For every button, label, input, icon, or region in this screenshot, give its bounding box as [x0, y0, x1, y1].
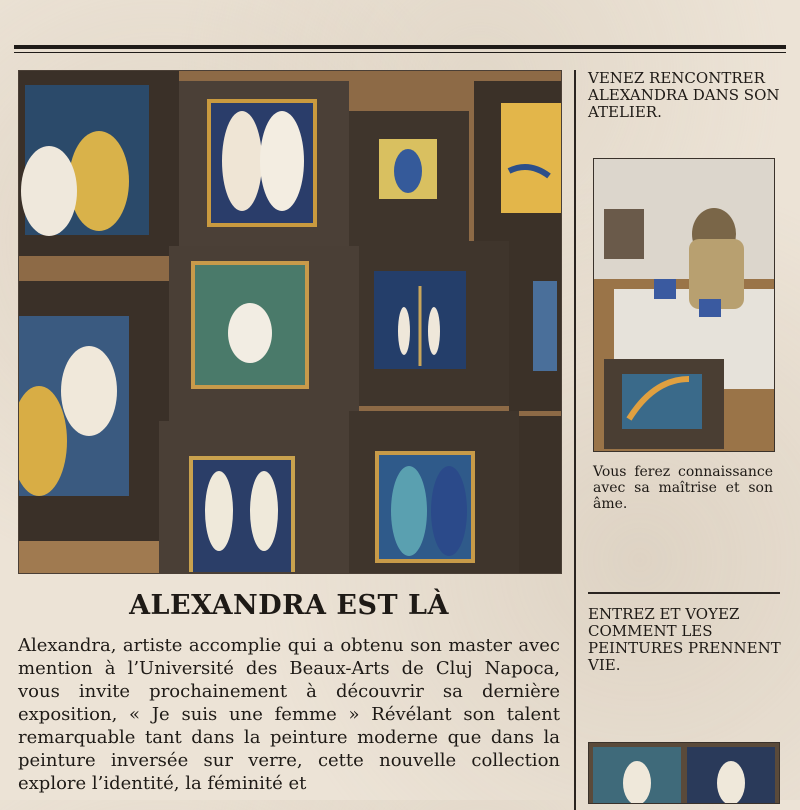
sidebar-rule [588, 592, 780, 594]
paintings-preview-photo [588, 742, 780, 804]
masthead-rule-thin [14, 52, 786, 53]
sidebar-title-atelier: VENEZ RENCONTRER ALEXANDRA DANS SON ATELIER. [588, 69, 780, 121]
article-headline: ALEXANDRA EST LÀ [129, 590, 449, 621]
framed-paintings-photo [18, 70, 562, 574]
atelier-photo [593, 158, 775, 452]
framed-paintings-illustration [19, 71, 561, 573]
artist-at-work-illustration [594, 159, 774, 451]
column-divider [574, 70, 576, 810]
atelier-caption: Vous ferez connaissance avec sa maîtrise et son âme. [593, 464, 773, 512]
sidebar-title-paintings: ENTREZ ET VOYEZ COMMENT LES PEINTURES PRENNENT VIE. [588, 605, 781, 674]
paintings-preview-illustration [589, 743, 779, 803]
article-body: Alexandra, artiste accomplie qui a obtenu son master avec mention à l’Université des Beaux-Arts de Cluj Napoca, vous invite prochainement à découvrir sa dernière exposition, « Je suis une femme » Révélant son talent remarquable tant dans la peinture moderne que dans la peinture inversée sur verre, cette nouvelle collection explore l’identité, la féminité et [18, 635, 560, 794]
masthead-rule [14, 45, 786, 49]
